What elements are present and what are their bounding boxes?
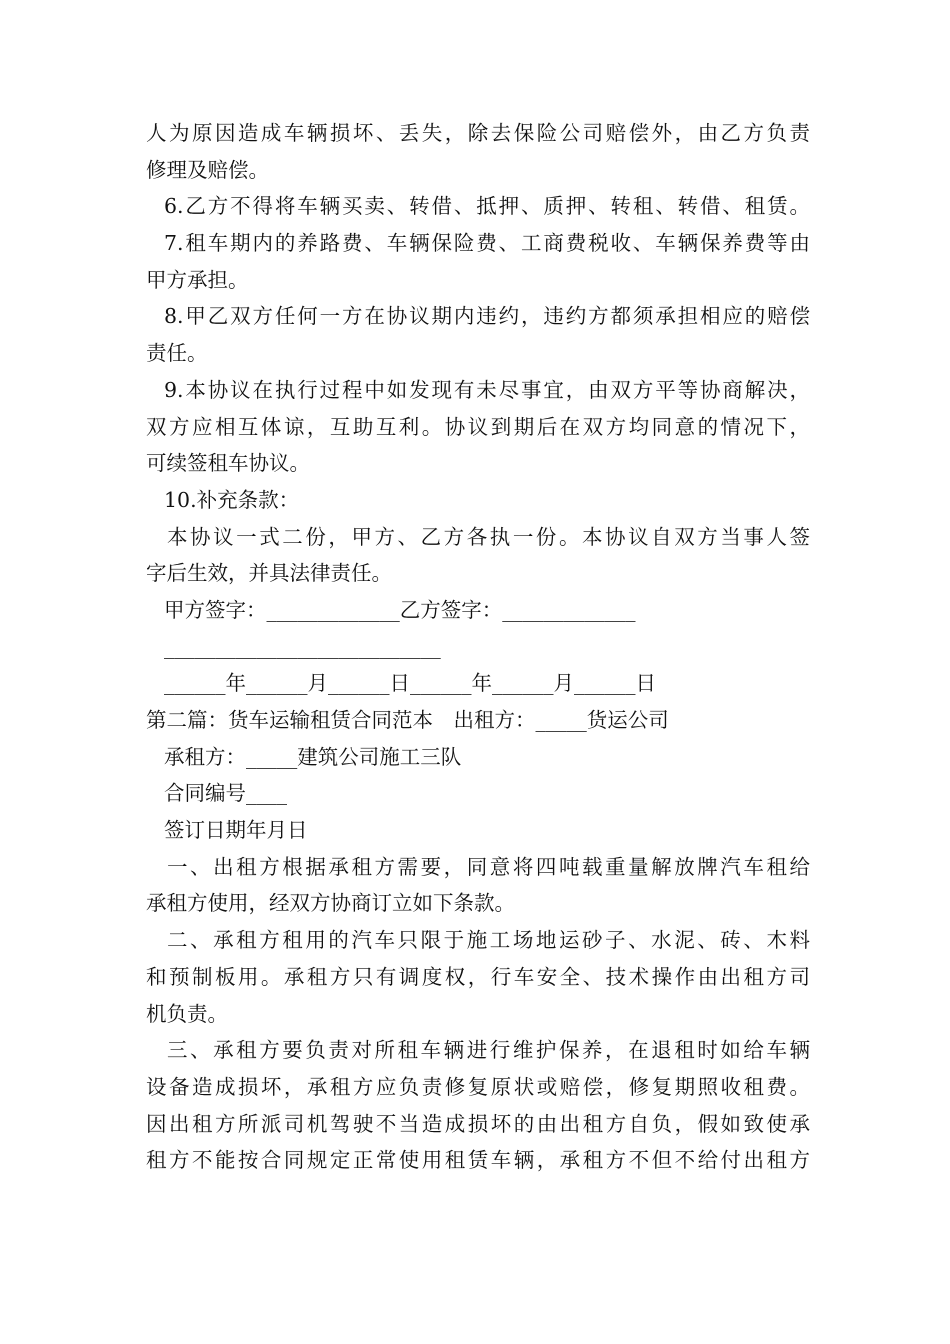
text-line: 因出租方所派司机驾驶不当造成损坏的由出租方自负，假如致使承 bbox=[146, 1111, 810, 1136]
signature-line: 甲方签字：_____________乙方签字：_____________ bbox=[164, 597, 636, 622]
article-1: 一、出租方根据承租方需要，同意将四吨载重量解放牌汽车租给 bbox=[167, 854, 810, 879]
signature-blank: ___________________________ bbox=[164, 634, 441, 659]
document-body bbox=[146, 115, 810, 1179]
contract-number-line: 合同编号____ bbox=[164, 781, 287, 806]
clause-7: 7.租车期内的养路费、车辆保险费、工商费税收、车辆保养费等由 bbox=[164, 231, 810, 256]
article-3: 三、承租方要负责对所租车辆进行维护保养，在退租时如给车辆 bbox=[167, 1038, 810, 1063]
text-line: 可续签租车协议。 bbox=[146, 451, 310, 476]
text-line: 字后生效，并具法律责任。 bbox=[146, 561, 392, 586]
text-line: 责任。 bbox=[146, 341, 208, 366]
clause-9: 9.本协议在执行过程中如发现有未尽事宜，由双方平等协商解决， bbox=[164, 377, 810, 402]
lessee-line: 承租方：_____建筑公司施工三队 bbox=[164, 744, 462, 769]
clause-6: 6.乙方不得将车辆买卖、转借、抵押、质押、转租、转借、租赁。 bbox=[164, 194, 810, 219]
text-line: 本协议一式二份，甲方、乙方各执一份。本协议自双方当事人签 bbox=[167, 524, 810, 549]
text-line: 承租方使用，经双方协商订立如下条款。 bbox=[146, 891, 515, 916]
section-heading: 第二篇：货车运输租赁合同范本 出租方：_____货运公司 bbox=[146, 708, 669, 732]
text-line: 人为原因造成车辆损坏、丢失，除去保险公司赔偿外，由乙方负责 bbox=[146, 121, 810, 145]
clause-10: 10.补充条款： bbox=[164, 487, 300, 512]
clause-8: 8.甲乙双方任何一方在协议期内违约，违约方都须承担相应的赔偿 bbox=[164, 304, 810, 329]
signing-date-line: 签订日期年月日 bbox=[164, 818, 308, 843]
text-line: 双方应相互体谅，互助互利。协议到期后在双方均同意的情况下， bbox=[146, 414, 810, 439]
text-line: 和预制板用。承租方只有调度权，行车安全、技术操作由出租方司 bbox=[146, 964, 810, 989]
article-2: 二、承租方租用的汽车只限于施工场地运砂子、水泥、砖、木料 bbox=[167, 928, 810, 953]
text-line: 机负责。 bbox=[146, 1001, 228, 1026]
text-line: 设备造成损坏，承租方应负责修复原状或赔偿，修复期照收租费。 bbox=[146, 1074, 810, 1099]
text-line: 修理及赔偿。 bbox=[146, 157, 269, 182]
date-line: ______年______月______日______年______月______日 bbox=[164, 671, 656, 696]
text-line: 租方不能按合同规定正常使用租赁车辆，承租方不但不给付出租方 bbox=[146, 1148, 810, 1173]
text-line: 甲方承担。 bbox=[146, 267, 249, 292]
